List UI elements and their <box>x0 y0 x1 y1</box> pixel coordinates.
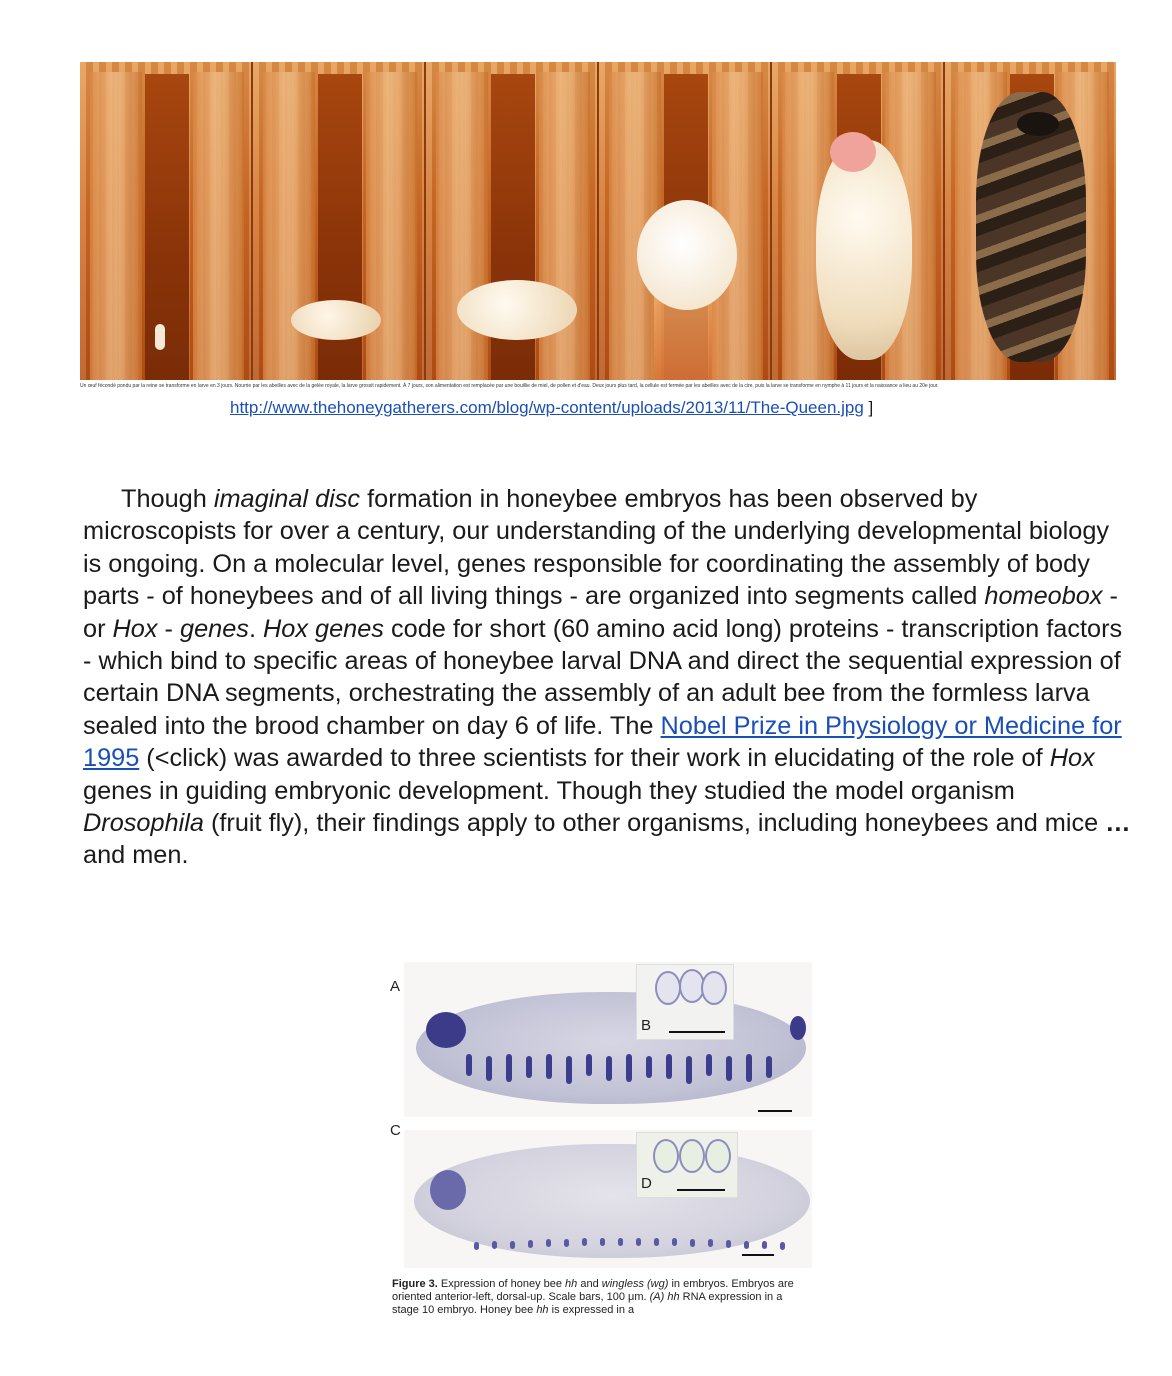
inset-d <box>636 1132 738 1198</box>
embryo-c-stripe <box>780 1242 785 1250</box>
term-hox: Hox <box>112 614 158 643</box>
panel-a-image <box>404 962 812 1117</box>
ellipsis: … <box>1105 809 1131 838</box>
embryo-a-stripe <box>686 1056 692 1084</box>
larva <box>457 280 577 340</box>
photo-caption: Un œuf fécondé pondu par la reine se transforme en larve en 3 jours. Nourrie par les abeilles avec de la gelée royale, la larve grossit rapidement. À 7 jours, son alimentation est remplacée par une bouillie de miel, de pollen et d'eau. Deux jours plus tard, la cellule est fermée par les abeilles avec de la cire, puis la larve se transforme en nymphe à 11 jours et la naissance a lieu au 20e jour. <box>80 383 939 389</box>
term-homeobox: homeobox <box>984 582 1103 611</box>
scale-bar-c <box>742 1254 774 1256</box>
source-suffix: ] <box>863 398 874 417</box>
bee-eye <box>1017 112 1059 136</box>
queen-development-photo <box>80 62 1116 380</box>
panel-c-image <box>404 1130 812 1268</box>
embryo-c-stripe <box>510 1241 515 1249</box>
embryo-a-stripe <box>526 1056 532 1078</box>
embryo-c-stripe <box>546 1239 551 1247</box>
embryo-c-stripe <box>726 1240 731 1248</box>
curled-larva <box>637 200 737 310</box>
term-drosophila: Drosophila <box>83 809 204 838</box>
embryo-c-stripe <box>636 1238 641 1246</box>
embryo-c-stripe <box>474 1242 479 1250</box>
scale-bar-a <box>758 1110 792 1112</box>
embryo-c-stripe <box>744 1241 749 1249</box>
embryo-a-stripe <box>486 1056 492 1081</box>
embryo-a-stripe <box>706 1054 712 1076</box>
photo-cell-adult-bee <box>945 62 1116 380</box>
term-genes: genes <box>180 614 249 643</box>
photo-cell-egg <box>80 62 253 380</box>
embryo-c-stripe <box>600 1238 605 1246</box>
embryo-c-stripe <box>564 1239 569 1247</box>
embryo-figure <box>388 962 813 1322</box>
nobel-prize-link[interactable]: Nobel Prize in Physiology or Medicine for 1995 <box>83 711 1122 773</box>
embryo-c-stripe <box>492 1241 497 1249</box>
embryo-c-stripe <box>708 1239 713 1247</box>
inset-b <box>636 964 734 1040</box>
panel-label-d: D <box>641 1175 652 1192</box>
embryo-c <box>414 1144 810 1258</box>
embryo-a-stripe <box>546 1054 552 1079</box>
term-hox-genes: Hox genes <box>263 614 384 643</box>
embryo-c-stripe <box>528 1240 533 1248</box>
embryo-a-stripe <box>626 1054 632 1082</box>
embryo-a <box>416 992 806 1104</box>
photo-cell-pupa <box>772 62 945 380</box>
photo-cell-young-larva <box>253 62 426 380</box>
embryo-c-stripe <box>690 1239 695 1247</box>
scale-bar-d <box>677 1189 725 1191</box>
body-paragraph: Though imaginal disc formation in honeybee embryos has been observed by microscopists for over a century, our understanding of the underlying developmental biology is ongoing. On a molecular level, genes responsible for coordinating the assembly of body parts - of honeybees and of all living things - are organized into segments called homeobox - or Hox - genes. Hox genes code for short (60 amino acid long) proteins - transcription factors - which bind to specific areas of honeybee larval DNA and direct the sequential expression of certain DNA segments, orchestrating the assembly of an adult bee from the formless larva sealed into the brood chamber on day 6 of life. The Nobel Prize in Physiology or Medicine for 1995 (<click) was awarded to three scientists for their work in elucidating of the role of Hox genes in guiding embryonic development. Though they studied the model organism Drosophila (fruit fly), their findings apply to other organisms, including honeybees and mice … and men. <box>83 485 1131 870</box>
embryo-c-stripe <box>582 1238 587 1246</box>
embryo-a-stripe <box>506 1054 512 1082</box>
embryo-c-stripe <box>654 1238 659 1246</box>
embryo-a-tail-stain <box>790 1016 806 1040</box>
embryo-a-stripe <box>566 1056 572 1084</box>
embryo-a-stripe <box>726 1056 732 1081</box>
embryo-c-stripe <box>762 1241 767 1249</box>
embryo-c-head-stain <box>430 1170 466 1210</box>
figure-caption: Figure 3. Expression of honey bee hh and wingless (wg) in embryos. Embryos are oriented anterior-left, dorsal-up. Scale bars, 100 μm. (A) hh RNA expression in a stage 10 embryo. Honey bee hh is expressed in a <box>392 1278 794 1316</box>
embryo-c-stripe <box>618 1238 623 1246</box>
embryo-a-head-stain <box>426 1012 466 1048</box>
pupa-head <box>830 132 876 172</box>
photo-cell-curled-larva <box>599 62 772 380</box>
term-hox-2: Hox <box>1049 744 1095 773</box>
embryo-c-stripe <box>672 1238 677 1246</box>
panel-label-c: C <box>390 1122 401 1139</box>
embryo-a-stripe <box>666 1054 672 1079</box>
embryo-a-stripe <box>746 1054 752 1082</box>
egg <box>155 324 165 350</box>
embryo-a-stripe <box>606 1056 612 1081</box>
image-source-line <box>230 398 873 418</box>
pupa <box>816 140 912 360</box>
embryo-a-stripe <box>646 1056 652 1078</box>
photo-cell-larva <box>426 62 599 380</box>
image-source-link[interactable]: http://www.thehoneygatherers.com/blog/wp-content/uploads/2013/11/The-Queen.jpg <box>230 398 864 417</box>
young-larva <box>291 300 381 340</box>
panel-label-b: B <box>641 1017 652 1034</box>
panel-label-a: A <box>390 978 401 995</box>
embryo-a-stripe <box>586 1054 592 1076</box>
embryo-a-stripe <box>466 1054 472 1076</box>
term-imaginal-disc: imaginal disc <box>213 485 361 513</box>
scale-bar-b <box>669 1031 725 1033</box>
embryo-a-stripe <box>766 1056 772 1078</box>
